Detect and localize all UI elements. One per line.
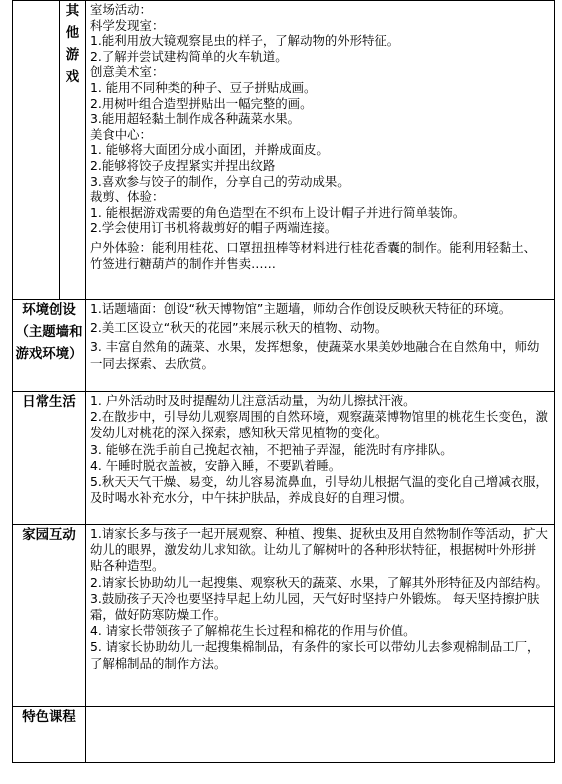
row-home-school-content <box>86 525 555 707</box>
list-item: 2.学会使用订书机将裁剪好的帽子两端连接。 <box>90 220 338 236</box>
section-title-room-activities: 室场活动： <box>90 2 152 17</box>
list-item: 4. 请家长带领孩子了解棉花生长过程和棉花的作用与价值。 <box>90 623 416 639</box>
row-other-games <box>13 1 555 300</box>
label-char: 游 <box>65 48 80 63</box>
list-item: 1. 户外活动时及时提醒幼儿注意活动量，为幼儿擦拭汗液。 <box>90 393 416 408</box>
row-featured-course <box>13 707 555 763</box>
list-item: 5.秋天天气干燥、易变，幼儿容易流鼻血，引导幼儿根据气温的变化自己增减衣服，及时喝水补充水分，中午抹护肤品，养成良好的自理习惯。 <box>90 474 548 506</box>
row-other-games-label <box>60 1 86 300</box>
list-item: 4. 午睡时脱衣盖被，安静入睡，不要趴着睡。 <box>90 457 342 473</box>
list-item: 2.请家长协助幼儿一起搜集、观察秋天的蔬菜、水果，了解其外形特征及内部结构。 <box>90 574 548 590</box>
list-item: 3. 能够在洗手前自己挽起衣袖，不把袖子弄湿，能洗时有序排队。 <box>90 441 453 457</box>
label-char: 其 <box>65 4 80 19</box>
row-featured-course-label: 特色课程 <box>13 707 86 763</box>
list-item: 1. 能用不同种类的种子、豆子拼贴成画。 <box>90 79 317 95</box>
list-item: 1. 能够将大面团分成小面团，并擀成面皮。 <box>90 142 329 158</box>
list-item: 1.请家长多与孩子一起开展观察、种植、搜集、捉秋虫及用自然物制作等活动，扩大幼儿的眼界，激发幼儿求知欲。让幼儿了解树叶的各种形状特征，根据树叶外形拼贴各种造型。 <box>90 526 548 574</box>
list-item: 3.鼓励孩子天冷也要坚持早起上幼儿园，天气好时坚持户外锻炼。 每天坚持擦护肤霜，做好防寒防燥工作。 <box>90 590 540 623</box>
list-item: 1.能利用放大镜观察昆虫的样子，了解动物的外形特征。 <box>90 33 400 49</box>
row-environment-label: 环境创设（主题墙和游戏环境） <box>13 300 86 392</box>
list-item: 2.美工区设立“秋天的花园”来展示秋天的植物、动物。 <box>90 320 388 336</box>
list-item: 1. 能根据游戏需要的角色造型在不织布上设计帽子并进行简单装饰。 <box>90 204 466 220</box>
label-char: 他 <box>65 26 80 41</box>
row-featured-course-content <box>86 707 555 763</box>
list-item: 2.用树叶组合造型拼贴出一幅完整的画。 <box>90 95 313 111</box>
list-item: 3. 丰富自然角的蔬菜、水果，发挥想象，使蔬菜水果美妙地融合在自然角中，师幼一同去探索、去欣赏。 <box>90 339 540 371</box>
list-item: 1.话题墙面：创设“秋天博物馆”主题墙，师幼合作创设反映秋天特征的环境。 <box>90 301 512 316</box>
row-daily-life <box>13 392 555 525</box>
weekly-plan-table <box>12 0 555 763</box>
row-home-school-label: 家园互动 <box>13 525 86 707</box>
section-title-science-room: 科学发现室： <box>90 17 165 33</box>
list-item: 5. 请家长协助幼儿一起搜集棉制品，有条件的家长可以带幼儿去参观棉制品工厂，了解棉制品的制作方法。 <box>90 639 540 671</box>
row-home-school <box>13 525 555 707</box>
section-title-cutting: 裁剪、体验： <box>90 189 165 205</box>
list-item: 2.能够将饺子皮捏紧实并捏出纹路 <box>90 157 276 173</box>
row-other-games-blank-cell <box>13 1 60 300</box>
section-title-food-center: 美食中心： <box>90 126 152 142</box>
plan-document <box>12 0 554 784</box>
row-daily-life-label: 日常生活 <box>13 392 86 525</box>
list-item: 2.了解并尝试建构简单的火车轨道。 <box>90 48 288 64</box>
list-item: 2.在散步中，引导幼儿观察周围的自然环境，观察蔬菜博物馆里的桃花生长变色，激发幼儿对桃花的深入探索，感知秋天常见植物的变化。 <box>90 409 548 441</box>
list-item: 3.能用超轻黏土制作成各种蔬菜水果。 <box>90 111 301 127</box>
row-other-games-content <box>86 1 555 300</box>
row-environment <box>13 300 555 392</box>
label-char: 戏 <box>65 70 80 85</box>
section-title-art-room: 创意美术室： <box>90 64 165 80</box>
list-item: 3.喜欢参与饺子的制作，分享自己的劳动成果。 <box>90 173 350 189</box>
row-daily-life-content <box>86 392 555 525</box>
list-item-outdoor: 户外体验：能利用桂花、口罩扭扭棒等材料进行桂花香囊的制作。能利用轻黏土、竹签进行糖葫芦的制作并售卖…… <box>90 239 537 271</box>
row-environment-content <box>86 300 555 392</box>
